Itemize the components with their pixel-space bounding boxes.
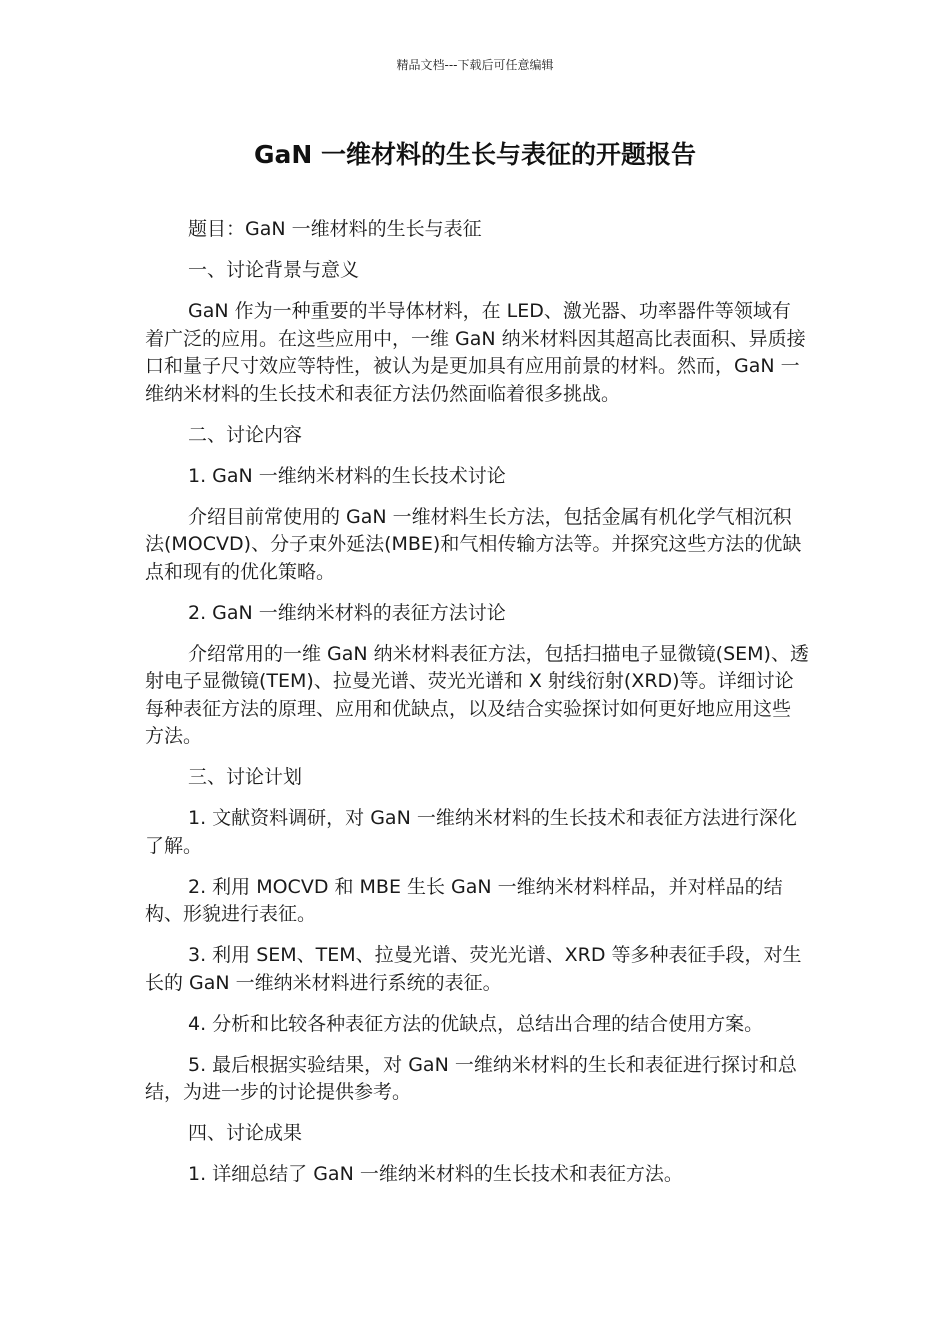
topic-line: 题目：GaN 一维材料的生长与表征 (188, 218, 482, 240)
section-heading-background: 一、讨论背景与意义 (188, 259, 360, 281)
section-heading-plan: 三、讨论计划 (188, 766, 303, 788)
plan-item-5: 5. 最后根据实验结果，对 GaN 一维纳米材料的生长和表征进行探讨和总结，为进一步的讨论提供参考。 (145, 1053, 797, 1103)
document-body (145, 216, 809, 1202)
background-paragraph: GaN 作为一种重要的半导体材料，在 LED、激光器、功率器件等领域有着广泛的应用。在这些应用中，一维 GaN 纳米材料因其超高比表面积、异质接口和量子尺寸效应等特性，被认为是更加具有应用前景的材料。然而，GaN 一维纳米材料的生长技术和表征方法仍然面临着很多挑战。 (145, 300, 806, 405)
section-heading-content: 二、讨论内容 (188, 423, 303, 446)
document-title: GaN 一维材料的生长与表征的开题报告 (253, 140, 697, 169)
content-item-1-heading: 1. GaN 一维纳米材料的生长技术讨论 (188, 464, 506, 487)
plan-item-1: 1. 文献资料调研，对 GaN 一维纳米材料的生长技术和表征方法进行深化了解。 (145, 807, 797, 857)
plan-item-3: 3. 利用 SEM、TEM、拉曼光谱、荧光光谱、XRD 等多种表征手段，对生长的 GaN 一维纳米材料进行系统的表征。 (145, 944, 802, 994)
header-note: 精品文档---下载后可任意编辑 (396, 58, 554, 72)
content-item-2-paragraph: 介绍常用的一维 GaN 纳米材料表征方法，包括扫描电子显微镜(SEM)、透射电子显微镜(TEM)、拉曼光谱、荧光光谱和 X 射线衍射(XRD)等。详细讨论每种表征方法的原理、应用和优缺点，以及结合实验探讨如何更好地应用这些方法。 (145, 642, 809, 747)
plan-item-4: 4. 分析和比较各种表征方法的优缺点，总结出合理的结合使用方案。 (188, 1012, 764, 1035)
section-heading-results: 四、讨论成果 (188, 1122, 303, 1144)
plan-item-2: 2. 利用 MOCVD 和 MBE 生长 GaN 一维纳米材料样品，并对样品的结构、形貌进行表征。 (145, 875, 783, 925)
content-item-1-paragraph: 介绍目前常使用的 GaN 一维材料生长方法，包括金属有机化学气相沉积法(MOCVD)、分子束外延法(MBE)和气相传输方法等。并探究这些方法的优缺点和现有的优化策略。 (145, 505, 802, 583)
content-item-2-heading: 2. GaN 一维纳米材料的表征方法讨论 (188, 601, 506, 624)
results-item-1: 1. 详细总结了 GaN 一维纳米材料的生长技术和表征方法。 (188, 1163, 683, 1185)
